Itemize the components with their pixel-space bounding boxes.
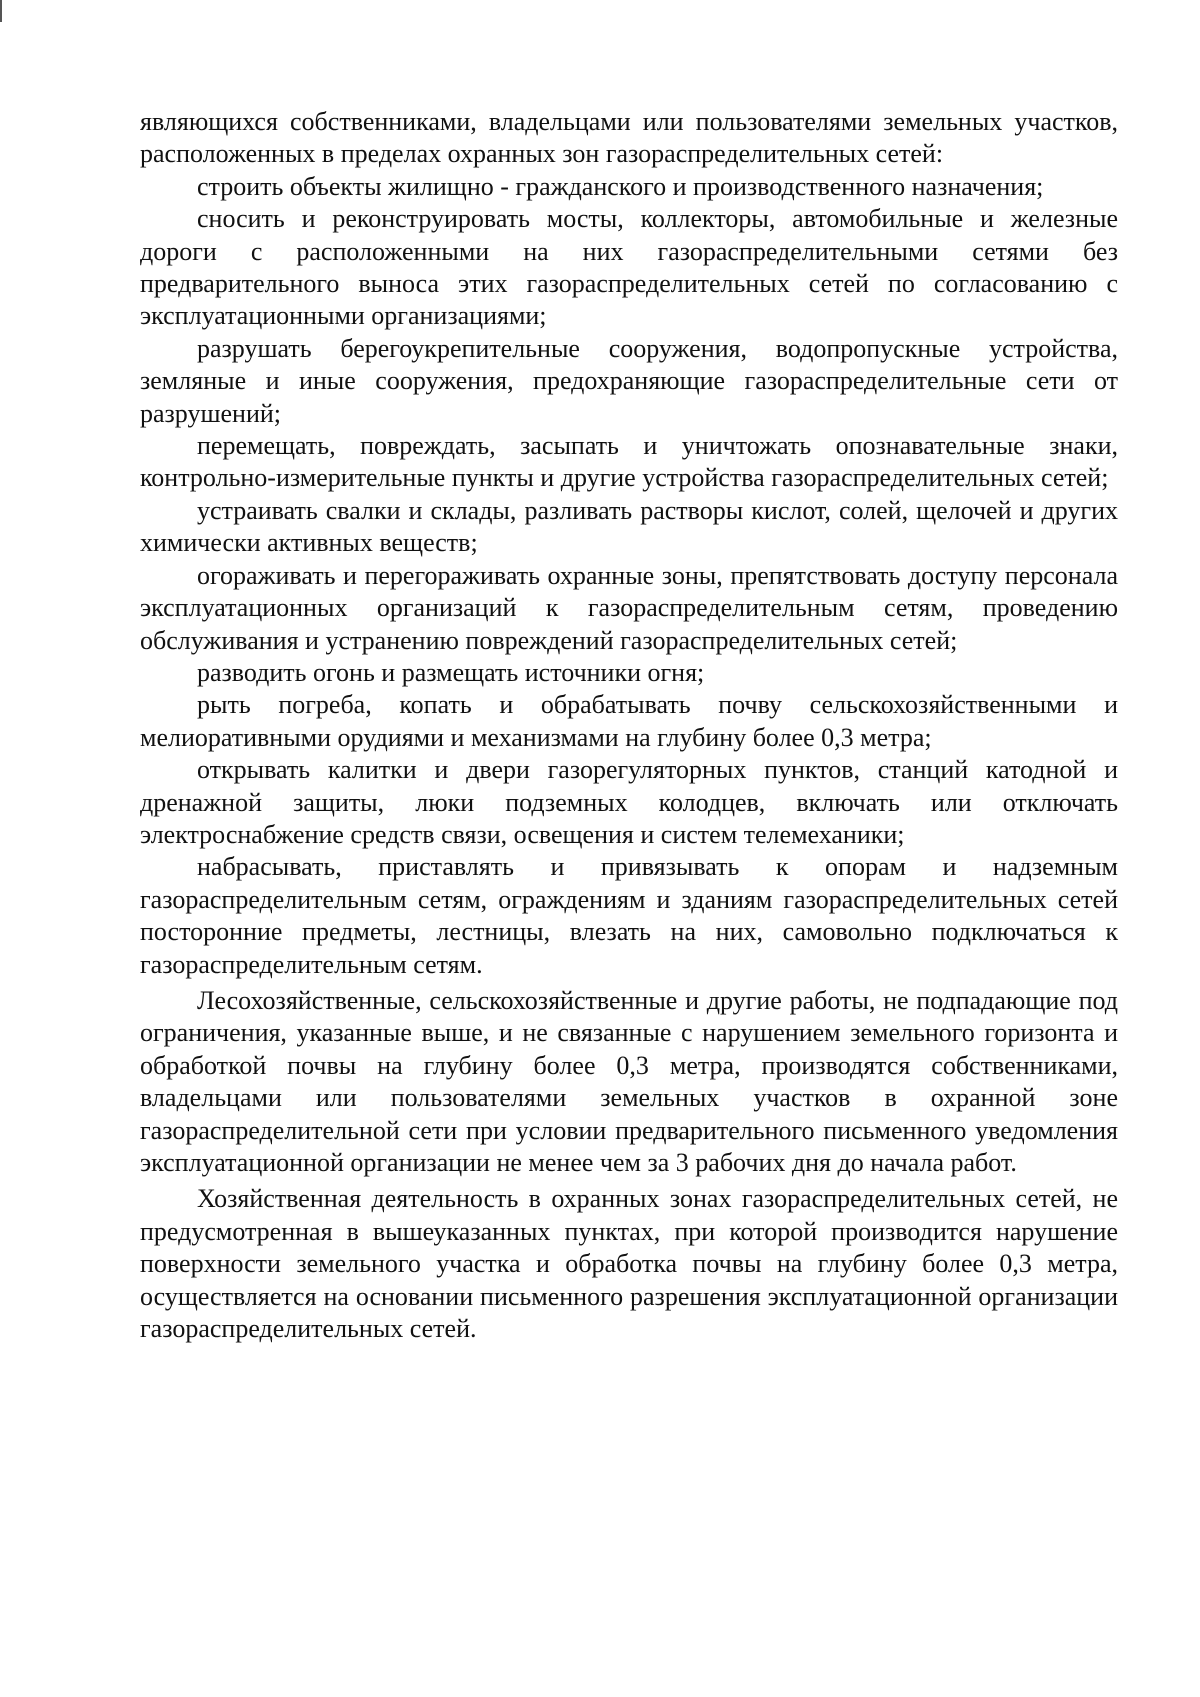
paragraph-economic-activity: Хозяйственная деятельность в охранных зонах газораспределительных сетей, не предусмотренная в вышеуказанных пунктах, при которой производится нарушение поверхности земельного участка и обработка почвы на глубину более 0,3 метра, осуществляется на основании письменного разрешения эксплуатационной организации газораспределительных сетей.: [140, 1184, 1118, 1344]
paragraph-item: разрушать берегоукрепительные сооружения, водопропускные устройства, земляные и иные сооружения, предохраняющие газораспределительные сети от разрушений;: [140, 333, 1118, 428]
paragraph-item: сносить и реконструировать мосты, коллекторы, автомобильные и железные дороги с расположенными на них газораспределительными сетями без предварительного выноса этих газораспределительных сетей по согласованию с эксплуатационными организациями;: [140, 204, 1118, 331]
paragraph-item: разводить огонь и размещать источники огня;: [197, 657, 705, 687]
paragraph-item: устраивать свалки и склады, разливать растворы кислот, солей, щелочей и других химически активных веществ;: [140, 495, 1118, 558]
document-body: [140, 106, 1118, 1345]
paragraph-item: открывать калитки и двери газорегуляторных пунктов, станций катодной и дренажной защиты, люки подземных колодцев, включать или отключать электроснабжение средств связи, освещения и систем телемеханики;: [140, 755, 1118, 849]
paragraph-item: перемещать, повреждать, засыпать и уничтожать опознавательные знаки, контрольно-измерительные пункты и другие устройства газораспределительных сетей;: [140, 431, 1118, 493]
paragraph-item: набрасывать, приставлять и привязывать к опорам и надземным газораспределительным сетям, ограждениям и зданиям газораспределительных сетей посторонние предметы, лестницы, влезать на них, самовольно подключаться к газораспределительным сетям.: [140, 852, 1118, 979]
paragraph-forestry-works: Лесохозяйственные, сельскохозяйственные и другие работы, не подпадающие под ограничения, указанные выше, и не связанные с нарушением земельного горизонта и обработкой почвы на глубину более 0,3 метра, производятся собственниками, владельцами или пользователями земельных участков в охранной зоне газораспределительной сети при условии предварительного письменного уведомления эксплуатационной организации не менее чем за 3 рабочих дня до начала работ.: [140, 985, 1118, 1177]
paragraph-intro: являющихся собственниками, владельцами или пользователями земельных участков, расположенных в пределах охранных зон газораспределительных сетей:: [140, 107, 1118, 169]
paragraph-item: огораживать и перегораживать охранные зоны, препятствовать доступу персонала эксплуатационных организаций к газораспределительным сетям, проведению обслуживания и устранению повреждений газораспределительных сетей;: [140, 560, 1118, 655]
paragraph-item: строить объекты жилищно - гражданского и производственного назначения;: [197, 171, 1044, 201]
paragraph-item: рыть погреба, копать и обрабатывать почву сельскохозяйственными и мелиоративными орудиями и механизмами на глубину более 0,3 метра;: [140, 690, 1118, 752]
scan-edge-mark: [0, 0, 2, 22]
